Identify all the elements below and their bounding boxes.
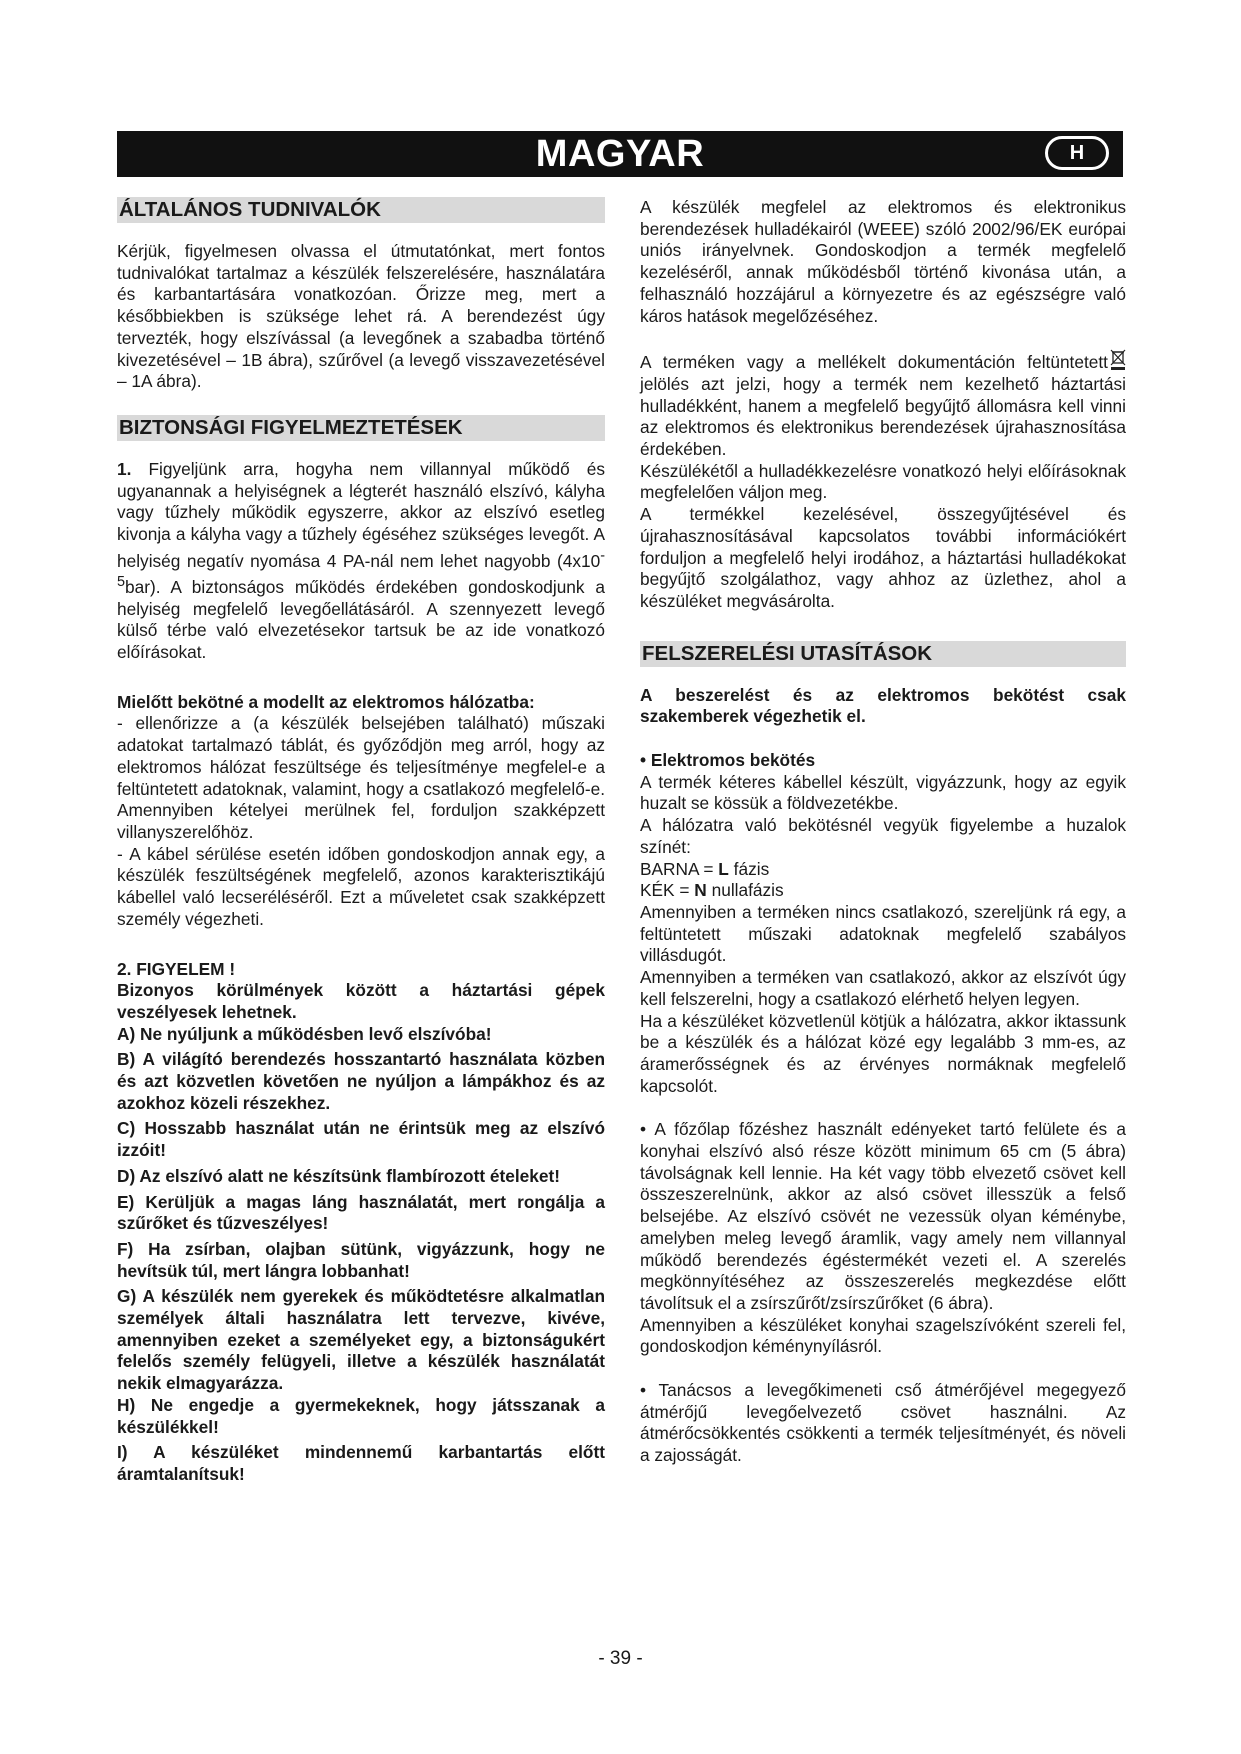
plug-paragraph: Amennyiben a terméken nincs csatlakozó, szereljünk rá egy, a feltüntetett műszaki adatoknak megfelelő szabályos villásdugót. xyxy=(640,901,1126,966)
wire-brown-code: L xyxy=(718,858,729,879)
wire-blue-line xyxy=(640,880,1126,902)
before-connection-heading: Mielőtt bekötné a modellt az elektromos hálózatba: xyxy=(117,691,535,712)
weee-symbol-text-end: jelölés azt jelzi, hogy a termék nem kezelhető háztartási hulladékként, hanem a megfelelő begyűjtő állomásra kell vinni az elektromos és elektronikus berendezések újrahasznosítása érdekében. xyxy=(640,373,1126,460)
attention-item-e: E) Kerüljük a magas láng használatát, mert rongálja a szűrőket és tűzveszélyes! xyxy=(117,1191,605,1234)
warning-1-paragraph xyxy=(117,459,605,664)
section-heading-installation: FELSZERELÉSI UTASÍTÁSOK xyxy=(640,641,1126,667)
warning-1-number: 1. xyxy=(117,458,132,479)
attention-heading: 2. FIGYELEM ! xyxy=(117,958,236,979)
before-connection-check: - ellenőrizze a (a készülék belsejében található) műszaki adatokat tartalmazó táblát, és győződjön meg arról, hogy az elektromos hálózat feszültsége és teljesítménye megfelel-e a feltüntetett adatoknak, valamint, hogy a csatlakozó megfelelő-e. Amennyiben kételyei merülnek fel, forduljon szakképzett villanyszerelőhöz. xyxy=(117,713,605,842)
attention-item-g: G) A készülék nem gyerekek és működtetésre alkalmatlan személyek általi használatra lett tervezve, kivéve, amennyiben ezeket a személyeket egy, a biztonságukért felelős személy felügyeli, illetve a készülék használatát nekik elmagyarázza. xyxy=(117,1286,605,1394)
attention-item-d: D) Az elszívó alatt ne készítsünk flambírozott ételeket! xyxy=(117,1165,561,1186)
electrical-cable-paragraph: A termék kéteres kábellel készült, vigyázzunk, hogy az egyik huzalt se kössük a földvezetékbe. xyxy=(640,771,1126,814)
language-banner xyxy=(117,131,1123,177)
wire-colors-paragraph: A hálózatra való bekötésnél vegyük figyelembe a huzalok színét: xyxy=(640,815,1126,857)
attention-item-c: C) Hosszabb használat után ne érintsük meg az elszívó izzóit! xyxy=(117,1118,605,1161)
banner-title: MAGYAR xyxy=(535,133,705,175)
weee-directive-paragraph: A készülék megfelel az elektromos és elektronikus berendezések hulladékairól (WEEE) szóló 2002/96/EK európai uniós irányelvnek. Gondoskodjon a termék megfelelő kezeléséről, annak működésből történő kivonása után, a felhasználó hozzájárul a környezetre és az egészségre való káros hatások megelőzéséhez. xyxy=(640,197,1126,326)
page-number: - 39 - xyxy=(598,1648,643,1669)
duct-diameter-bullet: • Tanácsos a levegőkimeneti cső átmérőjével megegyező átmérőjű levegőelvezető csövet használni. Az átmérőcsökkentés csökkenti a termék teljesítményét, és növeli a zajosságát. xyxy=(640,1380,1126,1466)
cooktop-distance-bullet: • A főzőlap főzéshez használt edényeket tartó felülete és a konyhai elszívó alsó része között minimum 65 cm (5 ábra) távolságnak kell lennie. Ha két vagy több elvezető csövet kell összeszerelnünk, akkor az alsó csövet illesszük a felső belsejébe. Az elszívó csövét ne vezessük olyan kéménybe, amelyben meleg levegő áramlik, vagy amely nem villannyal működő berendezés égéstermékét vezeti el. A szerelés megkönnyítéséhez az összeszerelés megkezdése előtt távolítsuk el a zsírszűrőt/zsírszűrőket (6 ábra). xyxy=(640,1119,1126,1313)
attention-item-b: B) A világító berendezés hosszantartó használata közben és azt közvetlen követően ne nyúljon a lámpákhoz és az azokhoz közeli részekhez. xyxy=(117,1049,605,1113)
weee-info-paragraph: A termékkel kezelésével, összegyűjtésével és újrahasznosításával kapcsolatos további információkért forduljon a megfelelő helyi irodához, a háztartási hulladékokat begyűjtő szolgálathoz, vagy ahhoz az üzlethez, ahol a készüléket megvásárolta. xyxy=(640,504,1126,611)
warning-1-text-continued: bar). A biztonságos működés érdekében gondoskodjunk a helyiség megfelelő levegőellátásáról. A szennyezett levegő külső térbe való elvezetésekor tartsuk be az ide vonatkozó előírásokat. xyxy=(117,576,605,663)
before-connection-cable: - A kábel sérülése esetén időben gondoskodjon annak egy, a készülék feszültségének megfelelő, azonos karakterisztikájú kábellel való lecseréléséről. Ezt a műveletet csak szakképzett személy végezheti. xyxy=(117,843,605,929)
wire-brown-label: BARNA = xyxy=(640,858,714,879)
electrical-connection-heading: • Elektromos bekötés xyxy=(640,750,816,771)
wire-blue-label: KÉK = xyxy=(640,880,690,901)
intro-paragraph: Kérjük, figyelmesen olvassa el útmutatónkat, mert fontos tudnivalókat tartalmaz a készülék felszerelésére, használatára és karbantartására vonatkozóan. Őrizze meg, mert a későbbiekben is szüksége lehet rá. A berendezést úgy tervezték, hogy elszívással (a levegőnek a szabadba történő kivezetésével – 1B ábra), szűrővel (a levegő visszavezetésével – 1A ábra). xyxy=(117,241,605,392)
installation-warning: A beszerelést és az elektromos bekötést csak szakemberek végezhetik el. xyxy=(640,684,1126,727)
attention-subheading: Bizonyos körülmények között a háztartási gépek veszélyesek lehetnek. xyxy=(117,980,605,1022)
switch-paragraph: Ha a készüléket közvetlenül kötjük a hálózatra, akkor iktassunk be a készülék és a hálózat közé egy legalább 3 mm-es, az áramerősségnek és az érvényes normáknak megfelelő kapcsolót. xyxy=(640,1010,1126,1096)
wire-blue-code: N xyxy=(694,880,707,901)
attention-item-i: I) A készüléket mindennemű karbantartás előtt áramtalanítsuk! xyxy=(117,1442,605,1484)
weee-symbol-paragraph xyxy=(640,349,1126,461)
socket-paragraph: Amennyiben a terméken van csatlakozó, akkor az elszívót úgy kell felszerelni, hogy a csatlakozó elérhető helyen legyen. xyxy=(640,967,1126,1009)
attention-item-f: F) Ha zsírban, olajban sütünk, vigyázzunk, hogy ne hevítsük túl, mert lángra lobbanhat! xyxy=(117,1238,605,1281)
crossed-bin-icon xyxy=(1110,349,1126,371)
right-column xyxy=(640,197,1126,1467)
warning-1-text: Figyeljünk arra, hogyha nem villannyal működő és ugyanannak a helyiségnek a légterét használó elszívó, kályha vagy tűzhely működik egyszerre, akkor az elszívó esetleg kivonja a kályha vagy a tűzhely égéséhez szükséges levegőt. A helyiség negatív nyomása 4 PA-nál nem lehet nagyobb (4x10 xyxy=(117,458,605,571)
attention-item-a: A) Ne nyúljunk a működésben levő elszívóba! xyxy=(117,1023,492,1044)
left-column xyxy=(117,197,605,1486)
section-heading-general: ÁLTALÁNOS TUDNIVALÓK xyxy=(117,197,605,223)
weee-local-rules-paragraph: Készülékétől a hulladékkezelésre vonatkozó helyi előírásoknak megfelelően váljon meg. xyxy=(640,460,1126,503)
wire-blue-desc: nullafázis xyxy=(711,880,784,901)
weee-symbol-text-start: A terméken vagy a mellékelt dokumentáción feltüntetett xyxy=(640,352,1108,373)
language-code-badge: H xyxy=(1045,136,1109,170)
wire-brown-desc: fázis xyxy=(733,858,770,879)
section-heading-safety: BIZTONSÁGI FIGYELMEZTETÉSEK xyxy=(117,415,605,441)
warning-1-exponent: -5 xyxy=(117,547,605,591)
attention-item-h: H) Ne engedje a gyermekeknek, hogy játsszanak a készülékkel! xyxy=(117,1394,605,1437)
chimney-paragraph: Amennyiben a készüléket konyhai szagelszívóként szereli fel, gondoskodjon kéménynyílásról. xyxy=(640,1314,1126,1357)
wire-brown-line xyxy=(640,859,1126,881)
